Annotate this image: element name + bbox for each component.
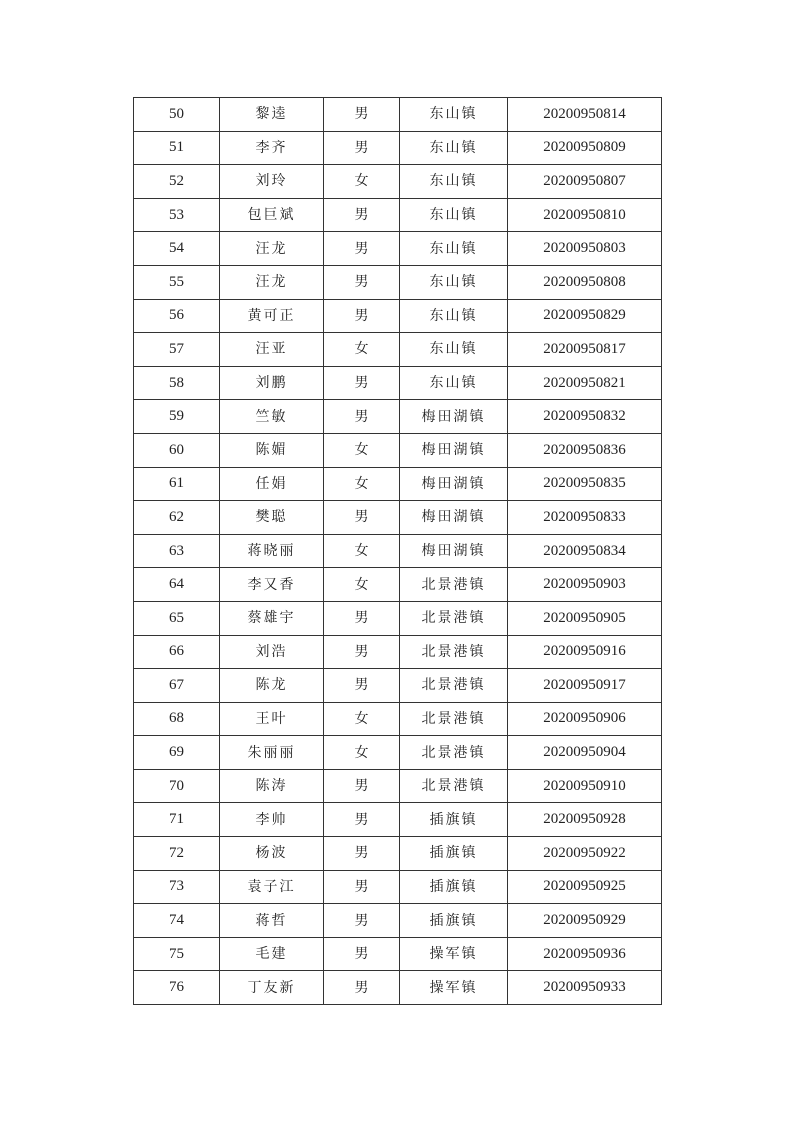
cell-town: 梅田湖镇 [400,501,508,535]
table-row [134,98,662,132]
cell-name: 袁子江 [220,870,324,904]
cell-gender: 男 [324,937,400,971]
table-row [134,971,662,1005]
cell-number: 52 [134,165,220,199]
cell-number: 57 [134,333,220,367]
cell-gender: 男 [324,904,400,938]
cell-gender: 男 [324,366,400,400]
cell-gender: 男 [324,837,400,871]
cell-number: 75 [134,937,220,971]
cell-gender: 男 [324,669,400,703]
cell-exam-id: 20200950922 [508,837,662,871]
cell-gender: 女 [324,568,400,602]
cell-gender: 女 [324,736,400,770]
table-row [134,635,662,669]
cell-gender: 男 [324,870,400,904]
cell-gender: 男 [324,769,400,803]
cell-town: 东山镇 [400,366,508,400]
cell-town: 东山镇 [400,165,508,199]
cell-name: 陈媚 [220,433,324,467]
cell-number: 53 [134,198,220,232]
cell-number: 62 [134,501,220,535]
cell-exam-id: 20200950817 [508,333,662,367]
cell-town: 东山镇 [400,333,508,367]
cell-name: 李帅 [220,803,324,837]
cell-town: 梅田湖镇 [400,467,508,501]
cell-number: 71 [134,803,220,837]
table-row [134,568,662,602]
cell-gender: 男 [324,501,400,535]
cell-name: 刘玲 [220,165,324,199]
table-row [134,232,662,266]
cell-name: 黄可正 [220,299,324,333]
table-row [134,433,662,467]
cell-exam-id: 20200950832 [508,400,662,434]
cell-exam-id: 20200950835 [508,467,662,501]
cell-number: 74 [134,904,220,938]
cell-number: 60 [134,433,220,467]
cell-town: 北景港镇 [400,635,508,669]
cell-number: 64 [134,568,220,602]
cell-town: 北景港镇 [400,769,508,803]
cell-gender: 女 [324,467,400,501]
cell-gender: 男 [324,400,400,434]
cell-town: 梅田湖镇 [400,400,508,434]
cell-exam-id: 20200950917 [508,669,662,703]
cell-name: 任娟 [220,467,324,501]
table-row [134,736,662,770]
cell-town: 插旗镇 [400,803,508,837]
table-row [134,131,662,165]
cell-exam-id: 20200950928 [508,803,662,837]
table-row [134,904,662,938]
table-row [134,299,662,333]
cell-name: 刘浩 [220,635,324,669]
cell-name: 汪龙 [220,232,324,266]
cell-name: 陈龙 [220,669,324,703]
cell-name: 朱丽丽 [220,736,324,770]
roster-table-body [134,98,662,1005]
cell-town: 梅田湖镇 [400,534,508,568]
cell-name: 包巨斌 [220,198,324,232]
cell-name: 樊聪 [220,501,324,535]
table-row [134,501,662,535]
cell-exam-id: 20200950906 [508,702,662,736]
cell-exam-id: 20200950808 [508,265,662,299]
table-row [134,333,662,367]
table-row [134,702,662,736]
cell-gender: 男 [324,299,400,333]
table-row [134,937,662,971]
cell-town: 北景港镇 [400,568,508,602]
cell-number: 63 [134,534,220,568]
cell-number: 66 [134,635,220,669]
cell-gender: 男 [324,98,400,132]
cell-exam-id: 20200950836 [508,433,662,467]
cell-name: 蒋晓丽 [220,534,324,568]
cell-gender: 女 [324,333,400,367]
cell-name: 蒋哲 [220,904,324,938]
cell-number: 76 [134,971,220,1005]
cell-gender: 男 [324,803,400,837]
cell-town: 插旗镇 [400,870,508,904]
cell-gender: 女 [324,165,400,199]
cell-town: 梅田湖镇 [400,433,508,467]
cell-number: 56 [134,299,220,333]
cell-exam-id: 20200950929 [508,904,662,938]
cell-town: 北景港镇 [400,736,508,770]
cell-exam-id: 20200950807 [508,165,662,199]
cell-number: 58 [134,366,220,400]
cell-name: 汪亚 [220,333,324,367]
cell-town: 东山镇 [400,198,508,232]
cell-gender: 男 [324,198,400,232]
cell-number: 55 [134,265,220,299]
cell-number: 54 [134,232,220,266]
cell-town: 操军镇 [400,971,508,1005]
cell-number: 67 [134,669,220,703]
table-row [134,366,662,400]
cell-name: 杨波 [220,837,324,871]
cell-gender: 女 [324,534,400,568]
cell-gender: 男 [324,232,400,266]
cell-gender: 男 [324,131,400,165]
cell-gender: 男 [324,971,400,1005]
cell-number: 65 [134,601,220,635]
table-row [134,534,662,568]
table-row [134,870,662,904]
cell-exam-id: 20200950933 [508,971,662,1005]
cell-number: 59 [134,400,220,434]
cell-town: 东山镇 [400,232,508,266]
table-row [134,837,662,871]
cell-name: 刘鹏 [220,366,324,400]
cell-exam-id: 20200950936 [508,937,662,971]
cell-town: 北景港镇 [400,702,508,736]
cell-town: 东山镇 [400,98,508,132]
cell-name: 竺敏 [220,400,324,434]
cell-town: 东山镇 [400,265,508,299]
cell-name: 丁友新 [220,971,324,1005]
cell-gender: 女 [324,433,400,467]
roster-table [133,97,662,1005]
cell-gender: 女 [324,702,400,736]
cell-town: 北景港镇 [400,601,508,635]
cell-town: 插旗镇 [400,837,508,871]
cell-exam-id: 20200950829 [508,299,662,333]
cell-exam-id: 20200950809 [508,131,662,165]
cell-number: 73 [134,870,220,904]
table-row [134,467,662,501]
table-row [134,803,662,837]
cell-name: 蔡雄宇 [220,601,324,635]
cell-number: 70 [134,769,220,803]
cell-exam-id: 20200950821 [508,366,662,400]
cell-town: 插旗镇 [400,904,508,938]
cell-exam-id: 20200950925 [508,870,662,904]
cell-number: 72 [134,837,220,871]
cell-name: 李又香 [220,568,324,602]
cell-exam-id: 20200950910 [508,769,662,803]
cell-town: 北景港镇 [400,669,508,703]
table-row [134,769,662,803]
cell-exam-id: 20200950916 [508,635,662,669]
cell-name: 黎逵 [220,98,324,132]
cell-town: 操军镇 [400,937,508,971]
cell-name: 王叶 [220,702,324,736]
cell-exam-id: 20200950814 [508,98,662,132]
cell-number: 61 [134,467,220,501]
cell-gender: 男 [324,265,400,299]
cell-gender: 男 [324,635,400,669]
cell-name: 汪龙 [220,265,324,299]
cell-exam-id: 20200950905 [508,601,662,635]
table-row [134,669,662,703]
table-row [134,400,662,434]
cell-name: 毛建 [220,937,324,971]
cell-name: 李齐 [220,131,324,165]
cell-town: 东山镇 [400,299,508,333]
table-row [134,198,662,232]
cell-exam-id: 20200950810 [508,198,662,232]
cell-exam-id: 20200950833 [508,501,662,535]
cell-exam-id: 20200950803 [508,232,662,266]
cell-name: 陈涛 [220,769,324,803]
cell-number: 50 [134,98,220,132]
table-row [134,165,662,199]
cell-gender: 男 [324,601,400,635]
table-row [134,265,662,299]
cell-number: 69 [134,736,220,770]
cell-number: 51 [134,131,220,165]
table-row [134,601,662,635]
cell-exam-id: 20200950904 [508,736,662,770]
cell-number: 68 [134,702,220,736]
cell-exam-id: 20200950903 [508,568,662,602]
cell-town: 东山镇 [400,131,508,165]
cell-exam-id: 20200950834 [508,534,662,568]
